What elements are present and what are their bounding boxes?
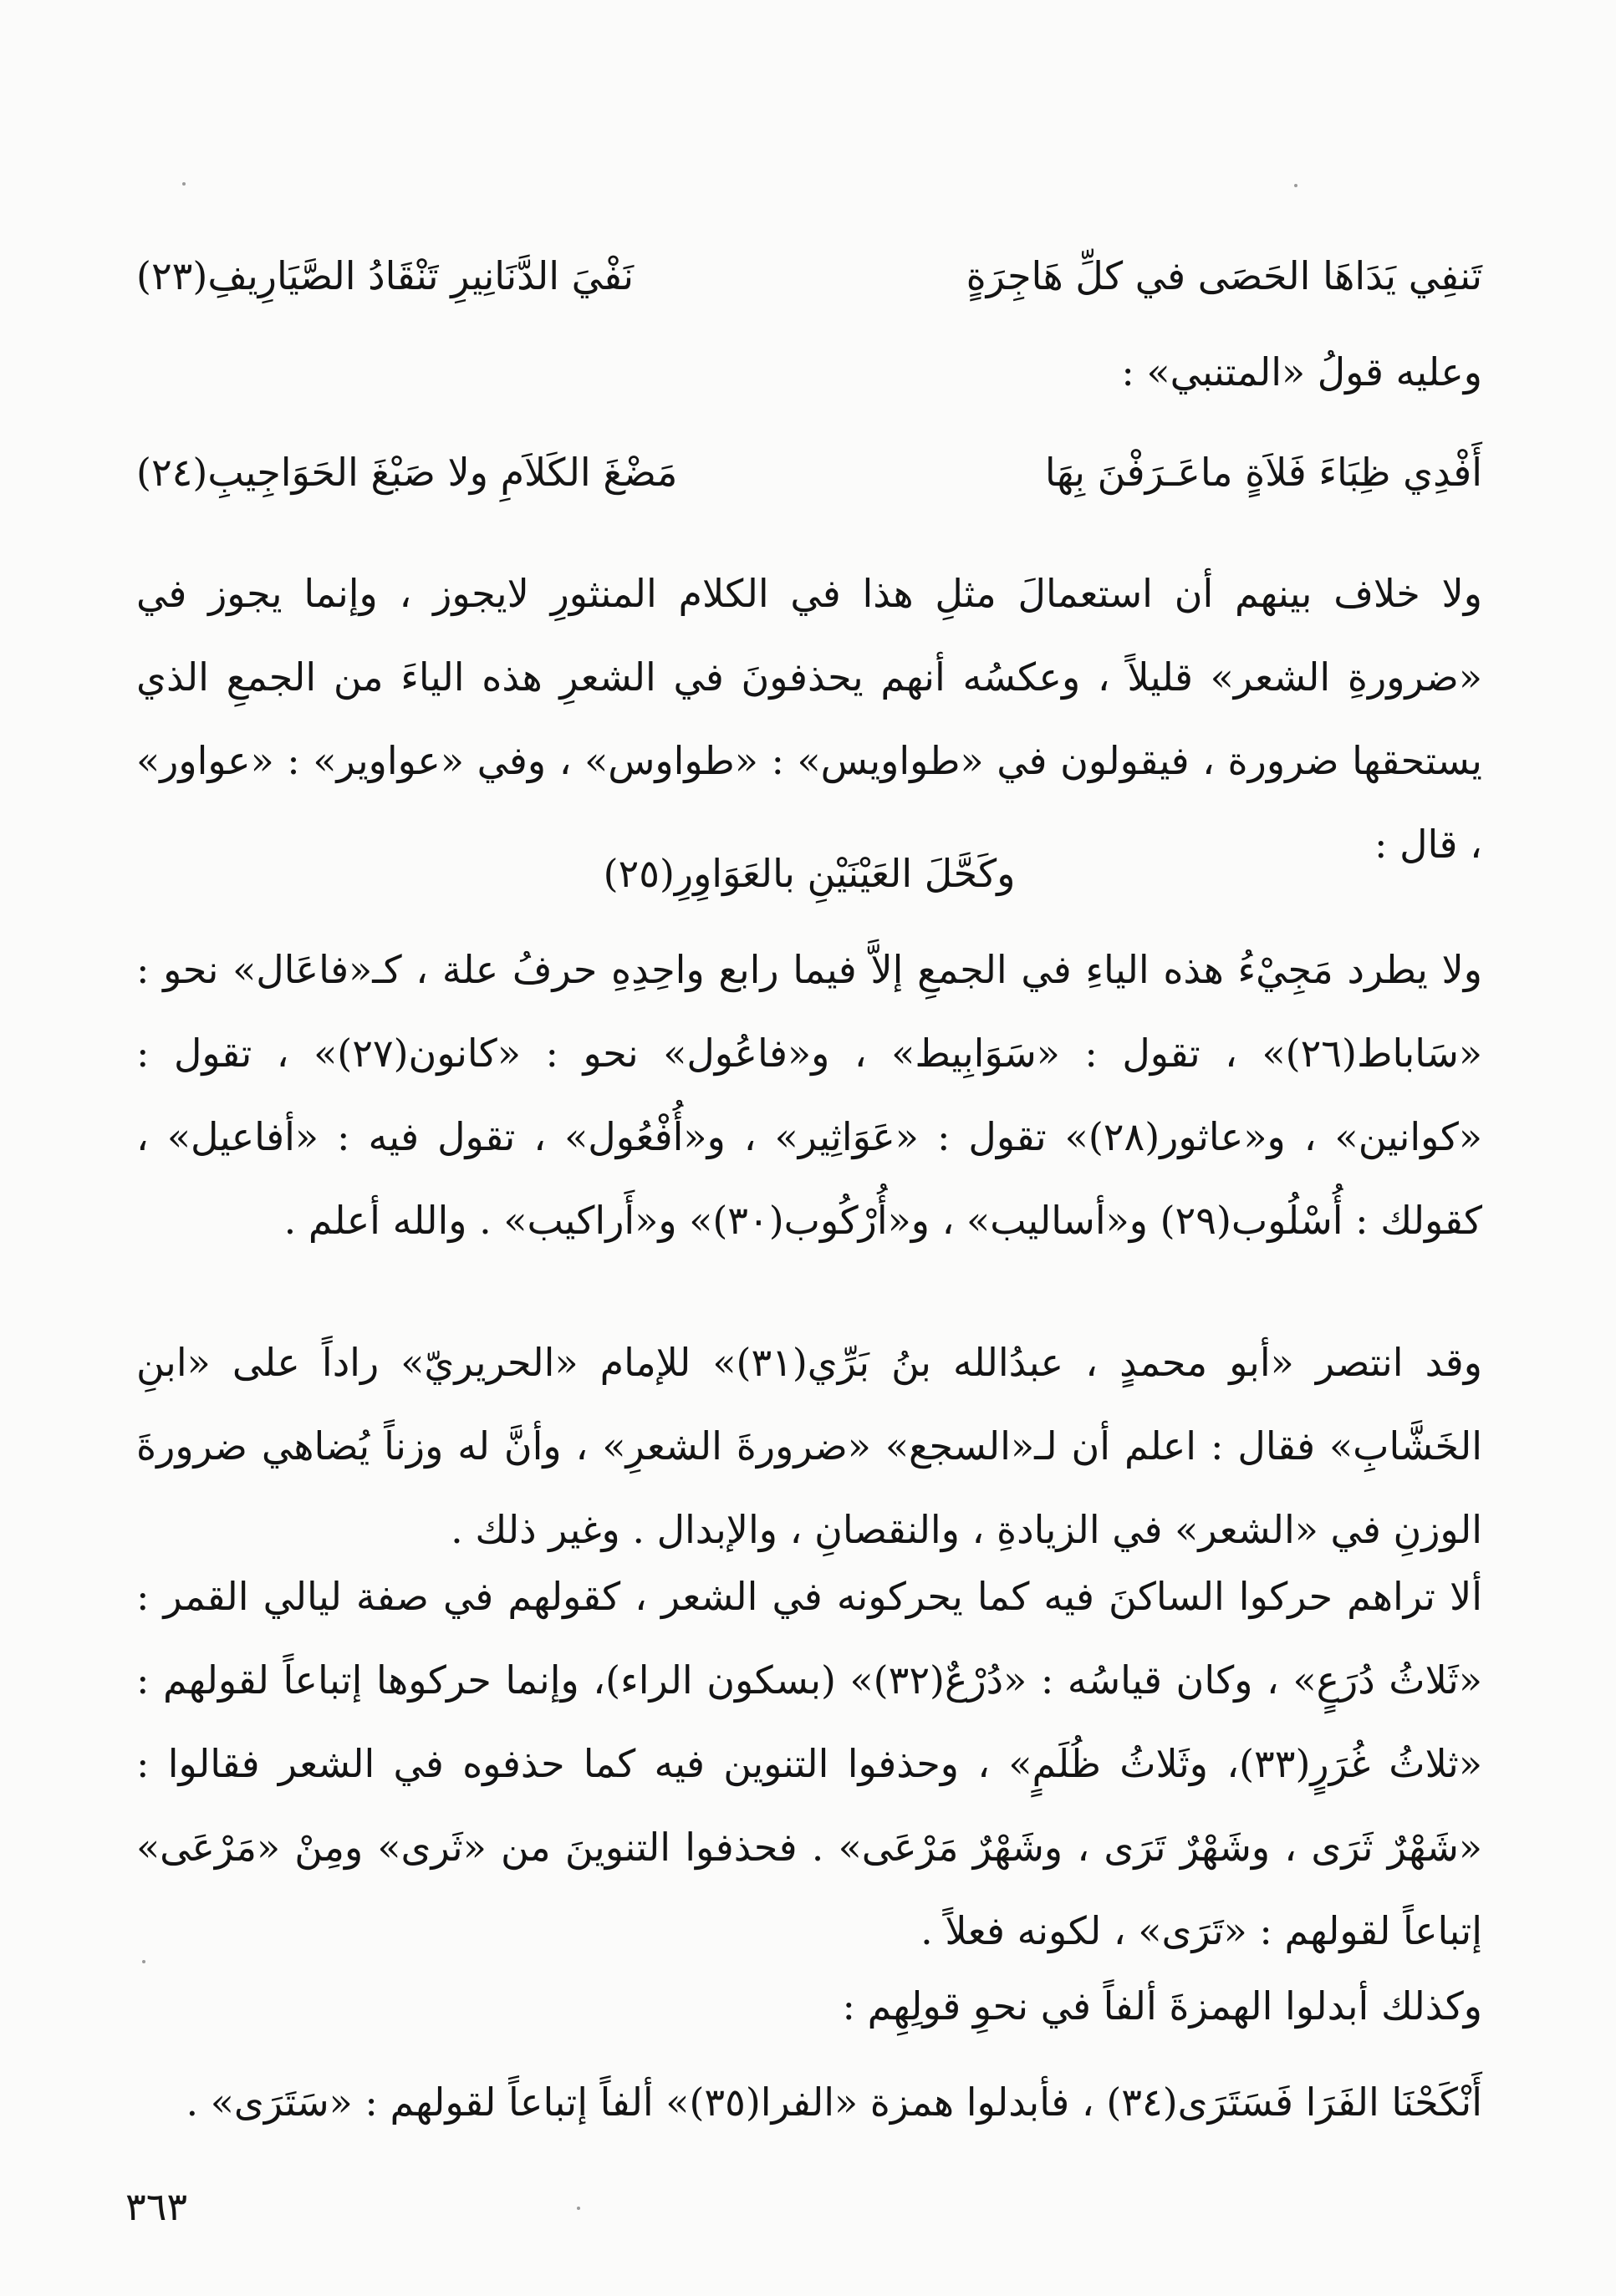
- verse-2-first-hemistich: أَفْدِي ظِبَاءَ فَلاَةٍ ماعَـرَفْنَ بِهَا: [1044, 450, 1482, 495]
- scan-speck: [182, 182, 186, 186]
- paragraph-6: أَنْكَحْنَا الفَرَا فَسَتَرَى(٣٤) ، فأبدلوا همزة «الفرا(٣٥)» ألفاً إتباعاً لقولهم : «سَتَرَى» .: [186, 2080, 1482, 2125]
- paragraph-1: ولا خلاف بينهم أن استعمالَ مثلِ هذا في الكلام المنثورِ لايجوز ، وإنما يجوز في «ضرورةِ الشعر» قليلاً ، وعكسُه أنهم يحذفونَ في الشعرِ هذه الياءَ من الجمعِ الذي يستحقها ضرورة ، فيقولون في «طواويس» : «طواوس» ، وفي «عواوير» : «عواور» ، قال :: [136, 571, 1482, 867]
- verse-2-second-hemistich: مَضْغَ الكَلاَمِ ولا صَبْغَ الحَوَاجِيبِ(٢٤): [136, 450, 678, 495]
- paragraph-2: ولا يطرد مَجِيْءُ هذه الياءِ في الجمعِ إلاَّ فيما رابع واحِدِهِ حرفُ علة ، كـ«فاعَال» نحو : «سَاباط(٢٦)» ، تقول : «سَوَابِيط» ، و«فاعُول» نحو : «كانون(٢٧)» ، تقول : «كوانين» ، و«عاثور(٢٨)» تقول : «عَوَاثِير» ، و«أُفْعُول» ، تقول فيه : «أفاعيل» ، كقولك : أُسْلُوب(٢٩) و«أساليب» ، و«أُرْكُوب(٣٠)» و«أَراكيب» . والله أعلم .: [136, 947, 1483, 1243]
- scan-speck: [142, 1960, 145, 1963]
- verse-1-second-hemistich: نَفْيَ الدَّنَانِيرِ تَنْقَادُ الصَّيَارِيفِ(٢٣): [136, 253, 635, 298]
- intro-mutanabbi: وعليه قولُ «المتنبي» :: [1121, 349, 1482, 395]
- scan-speck: [577, 2207, 580, 2210]
- quoted-hemistich: وكَحَّلَ العَيْنَيْنِ بالعَوَاوِرِ(٢٥): [603, 851, 1016, 896]
- paragraph-4: ألا تراهم حركوا الساكنَ فيه كما يحركونه في الشعر ، كقولهم في صفة ليالي القمر : «ثَلاثُ دُرَعٍ» ، وكان قياسُه : «دُرْعٌ(٣٢)» (بسكون الراء)، وإنما حركوها إتباعاً لقولهم : «ثلاثُ غُرَرٍ(٣٣)، وثَلاثُ ظُلَمٍ» ، وحذفوا التنوين فيه كما حذفوه في الشعر فقالوا : «شَهْرٌ ثَرَى ، وشَهْرٌ تَرَى ، وشَهْرٌ مَرْعَى» . فحذفوا التنوينَ من «ثَرى» ومِنْ «مَرْعَى» إتباعاً لقولهم : «تَرَى» ، لكونه فعلاً .: [136, 1574, 1482, 1953]
- paragraph-3: وقد انتصر «أبو محمدٍ ، عبدُالله بنُ بَرِّي(٣١)» للإمام «الحريريّ» راداً على «ابنِ الخَشَّابِ» فقال : اعلم أن لـ«السجع» «ضرورةَ الشعرِ» ، وأنَّ له وزناً يُضاهي ضرورةَ الوزنِ في «الشعر» في الزيادةِ ، والنقصانِ ، والإبدال . وغير ذلك .: [136, 1340, 1482, 1552]
- verse-1-first-hemistich: تَنفِي يَدَاهَا الحَصَى في كلِّ هَاجِرَةٍ: [966, 253, 1482, 298]
- scan-speck: [1294, 184, 1297, 187]
- verse-line-2: [136, 430, 1482, 514]
- verse-line-1: [136, 234, 1482, 318]
- page-number: ٣٦٣: [125, 2184, 188, 2229]
- paragraph-5: وكذلك أبدلوا الهمزةَ ألفاً في نحوِ قولِهِم :: [842, 1983, 1482, 2029]
